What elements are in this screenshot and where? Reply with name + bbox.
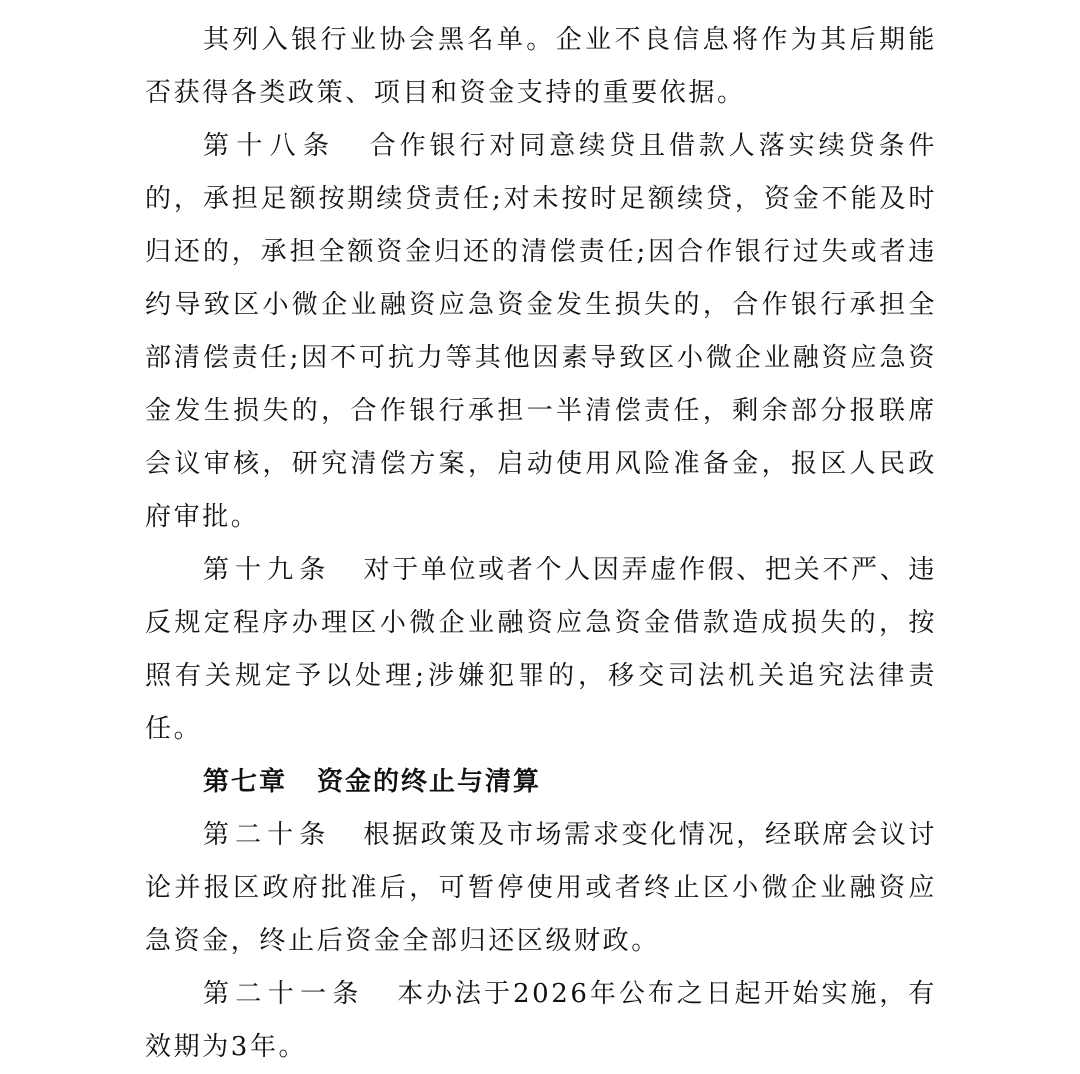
chapter-number: 第七章 bbox=[203, 767, 288, 797]
article-19 bbox=[145, 544, 937, 756]
chapter-heading bbox=[145, 756, 937, 809]
article-21 bbox=[145, 968, 937, 1074]
paragraph-intro bbox=[145, 14, 937, 120]
paragraph-intro-text: 其列入银行业协会黑名单。企业不良信息将作为其后期能否获得各类政策、项目和资金支持的重要依据。 bbox=[145, 25, 937, 108]
article-20 bbox=[145, 809, 937, 968]
document-page bbox=[145, 14, 937, 1074]
article-18 bbox=[145, 120, 937, 544]
article-20-body: 根据政策及市场需求变化情况，经联席会议讨论并报区政府批准后，可暂停使用或者终止区小微企业融资应急资金，终止后资金全部归还区级财政。 bbox=[145, 820, 937, 956]
article-18-label: 第十八条 bbox=[203, 131, 337, 161]
chapter-title: 资金的终止与清算 bbox=[317, 767, 542, 797]
article-21-body: 本办法于2026年公布之日起开始实施，有效期为3年。 bbox=[145, 979, 937, 1062]
article-18-body: 合作银行对同意续贷且借款人落实续贷条件的，承担足额按期续贷责任;对未按时足额续贷，资金不能及时归还的，承担全额资金归还的清偿责任;因合作银行过失或者违约导致区小微企业融资应急资金发生损失的，合作银行承担全部清偿责任;因不可抗力等其他因素导致区小微企业融资应急资金发生损失的，合作银行承担一半清偿责任，剩余部分报联席会议审核，研究清偿方案，启动使用风险准备金，报区人民政府审批。 bbox=[145, 131, 937, 532]
article-20-label: 第二十条 bbox=[203, 820, 332, 850]
article-19-body: 对于单位或者个人因弄虚作假、把关不严、违反规定程序办理区小微企业融资应急资金借款造成损失的，按照有关规定予以处理;涉嫌犯罪的，移交司法机关追究法律责任。 bbox=[145, 555, 937, 744]
article-19-label: 第十九条 bbox=[203, 555, 332, 585]
article-21-label: 第二十一条 bbox=[203, 979, 365, 1009]
